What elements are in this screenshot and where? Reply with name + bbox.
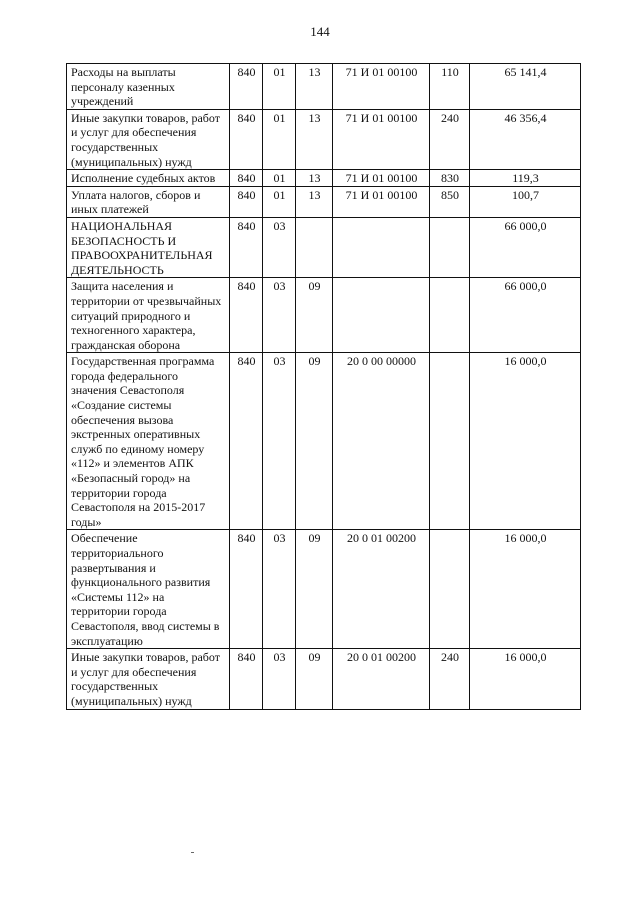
row-amount: 46 356,4 [470,109,581,169]
row-section: 03 [263,217,296,277]
row-subsection: 13 [296,186,333,217]
row-subsection: 09 [296,530,333,649]
row-target-article [333,217,430,277]
row-amount: 119,3 [470,170,581,187]
row-section: 03 [263,353,296,530]
row-expense-type [430,353,470,530]
row-subsection: 13 [296,64,333,110]
row-grbs: 840 [230,170,263,187]
row-expense-type: 240 [430,109,470,169]
row-target-article: 20 0 01 00200 [333,530,430,649]
row-name: Иные закупки товаров, работ и услуг для обеспечения государственных (муниципальных) нужд [67,109,230,169]
row-section: 03 [263,649,296,709]
row-name: Исполнение судебных актов [67,170,230,187]
row-expense-type: 110 [430,64,470,110]
table-row [67,649,581,709]
row-target-article: 71 И 01 00100 [333,109,430,169]
row-expense-type [430,278,470,353]
row-subsection: 09 [296,649,333,709]
row-amount: 66 000,0 [470,278,581,353]
row-section: 03 [263,530,296,649]
table-row [67,278,581,353]
table-row [67,64,581,110]
row-grbs: 840 [230,353,263,530]
row-amount: 100,7 [470,186,581,217]
row-grbs: 840 [230,186,263,217]
table-row [67,530,581,649]
row-section: 01 [263,186,296,217]
row-grbs: 840 [230,278,263,353]
row-section: 01 [263,109,296,169]
table-row [67,186,581,217]
row-name: Защита населения и территории от чрезвычайных ситуаций природного и техногенного характера, гражданская оборона [67,278,230,353]
budget-table [66,63,581,710]
row-target-article [333,278,430,353]
row-expense-type [430,217,470,277]
row-expense-type [430,530,470,649]
row-subsection: 13 [296,109,333,169]
row-target-article: 20 0 00 00000 [333,353,430,530]
row-amount: 65 141,4 [470,64,581,110]
row-name: Уплата налогов, сборов и иных платежей [67,186,230,217]
row-grbs: 840 [230,64,263,110]
row-subsection [296,217,333,277]
row-section: 01 [263,170,296,187]
row-name: Обеспечение территориального развертывания и функционального развития «Системы 112» на территории города Севастополя, ввод системы в эксплуатацию [67,530,230,649]
row-target-article: 71 И 01 00100 [333,186,430,217]
row-name: НАЦИОНАЛЬНАЯ БЕЗОПАСНОСТЬ И ПРАВООХРАНИТЕЛЬНАЯ ДЕЯТЕЛЬНОСТЬ [67,217,230,277]
row-grbs: 840 [230,109,263,169]
row-target-article: 20 0 01 00200 [333,649,430,709]
row-expense-type: 850 [430,186,470,217]
row-expense-type: 830 [430,170,470,187]
row-subsection: 09 [296,278,333,353]
table-row [67,170,581,187]
row-section: 01 [263,64,296,110]
row-name: Иные закупки товаров, работ и услуг для обеспечения государственных (муниципальных) нужд [67,649,230,709]
row-target-article: 71 И 01 00100 [333,170,430,187]
row-expense-type: 240 [430,649,470,709]
page-number: 144 [310,24,330,39]
row-subsection: 09 [296,353,333,530]
row-section: 03 [263,278,296,353]
row-grbs: 840 [230,649,263,709]
row-name: Государственная программа города федерального значения Севастополя «Создание системы обеспечения вызова экстренных оперативных служб по единому номеру «112» и элементов АПК «Безопасный город» на территории города Севастополя на 2015-2017 годы» [67,353,230,530]
row-amount: 16 000,0 [470,353,581,530]
row-amount: 16 000,0 [470,649,581,709]
row-amount: 66 000,0 [470,217,581,277]
row-amount: 16 000,0 [470,530,581,649]
scan-speck [191,852,194,853]
row-subsection: 13 [296,170,333,187]
table-row [67,217,581,277]
row-grbs: 840 [230,530,263,649]
table-row [67,353,581,530]
table-row [67,109,581,169]
row-target-article: 71 И 01 00100 [333,64,430,110]
row-name: Расходы на выплаты персоналу казенных учреждений [67,64,230,110]
row-grbs: 840 [230,217,263,277]
